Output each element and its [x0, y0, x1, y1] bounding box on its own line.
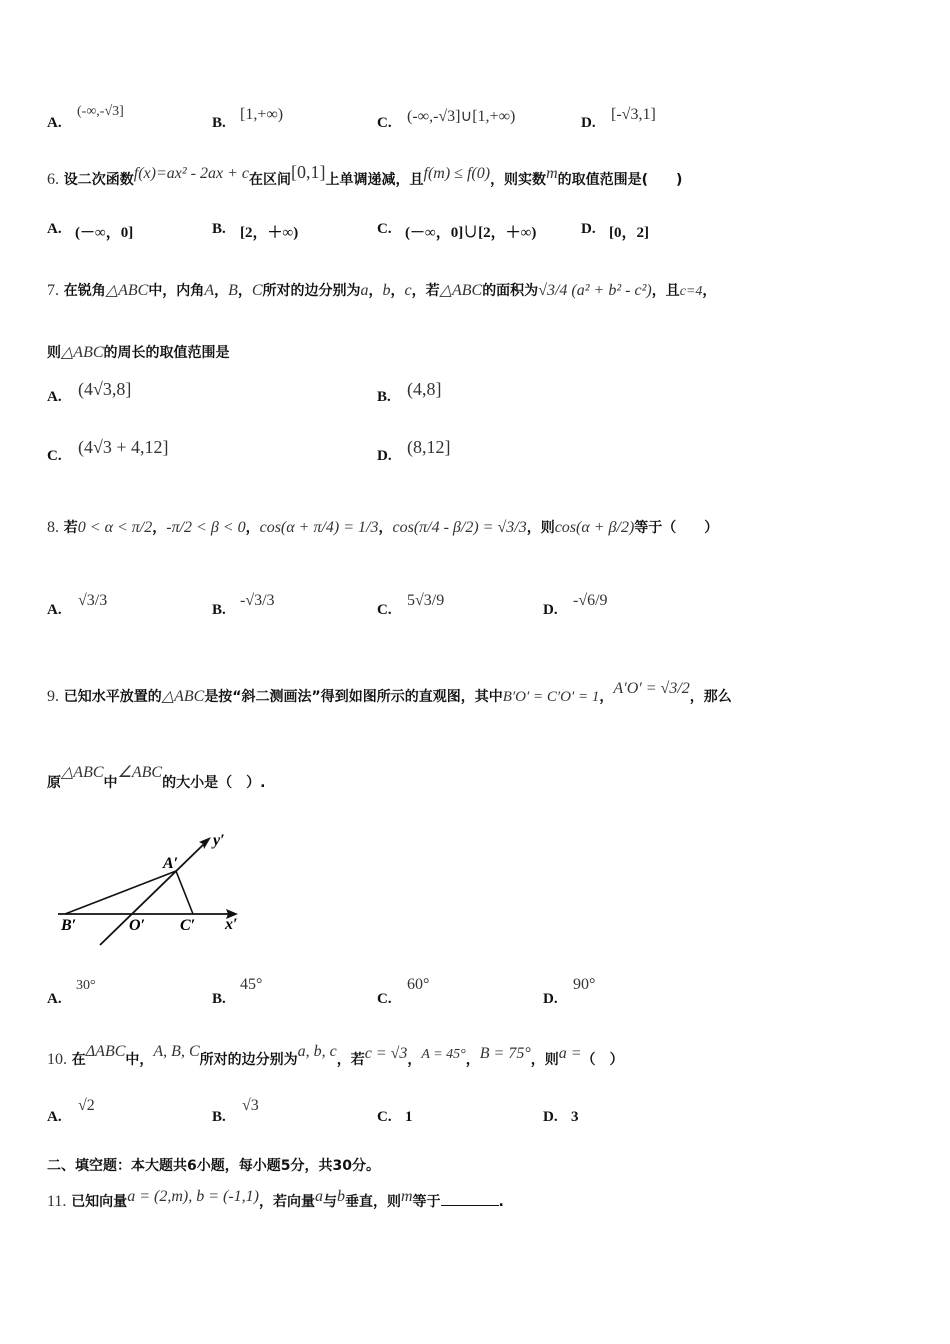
question-7-line2: 则△ABC的周长的取值范围是: [47, 344, 230, 361]
option-label: A.: [47, 389, 62, 405]
option-label: D.: [543, 1109, 558, 1125]
option-text: (4√3 + 4,12]: [78, 437, 169, 457]
option-label: A.: [47, 602, 62, 618]
question-6-stem: 6. 设二次函数f(x)=ax² - 2ax + c在区间[0,1]上单调递减，且f(m) ≤ f(0)，则实数m的取值范围是( ): [47, 162, 683, 188]
segment-a-c: [176, 871, 193, 914]
option-label: C.: [377, 1109, 392, 1125]
answer-blank[interactable]: [441, 1191, 499, 1206]
option-text: -√6/9: [573, 592, 608, 609]
option-text: (4,8]: [407, 379, 442, 399]
option-label: B.: [212, 1109, 226, 1125]
question-number: 6.: [47, 171, 59, 188]
question-number: 10.: [47, 1051, 67, 1068]
option-text: 45°: [240, 976, 263, 993]
option-text: 3: [571, 1109, 579, 1125]
label-o: O′: [129, 917, 146, 934]
segment-b-a: [65, 871, 176, 914]
option-label: B.: [212, 115, 226, 131]
option-label: B.: [377, 389, 391, 405]
question-9-stem: 9. 已知水平放置的△ABC是按“斜二测画法”得到如图所示的直观图，其中B′O′ = C′O′ = 1，A′O′ = √3/2，那么: [47, 680, 732, 705]
option-text: 60°: [407, 976, 430, 993]
option-text: 30°: [76, 978, 96, 993]
option-label: D.: [543, 991, 558, 1007]
option-text: (-∞,-√3]∪[1,+∞): [407, 108, 516, 125]
option-text: (4√3,8]: [78, 379, 132, 399]
question-10-stem: 10. 在ΔABC中，A, B, C所对的边分别为a, b, c，若c = √3，A = 45°，B = 75°，则a =（ ）: [47, 1043, 624, 1068]
option-text: [0，2]: [609, 225, 649, 241]
option-text: 1: [405, 1109, 413, 1125]
option-text: [-√3,1]: [611, 106, 656, 123]
label-c: C′: [180, 917, 196, 934]
option-label: B.: [212, 221, 226, 237]
option-label: A.: [47, 221, 62, 237]
label-y: y′: [213, 832, 225, 849]
option-text: (-∞,-√3]: [77, 104, 124, 119]
question-number: 9.: [47, 688, 59, 705]
option-label: C.: [377, 115, 392, 131]
question-number: 11.: [47, 1193, 67, 1210]
label-a: A′: [163, 855, 179, 872]
option-label: D.: [377, 448, 392, 464]
option-label: D.: [543, 602, 558, 618]
question-11-stem: 11. 已知向量a = (2,m), b = (-1,1)，若向量a与b垂直，则m等于 .: [47, 1188, 504, 1210]
option-text: √2: [78, 1097, 95, 1114]
option-label: B.: [212, 602, 226, 618]
question-7-stem: 7. 在锐角△ABC中，内角A，B，C所对的边分别为a，b，c，若△ABC的面积为√3/4 (a² + b² - c²)，且c=4，: [47, 282, 717, 299]
option-label: B.: [212, 991, 226, 1007]
label-b: B′: [61, 917, 77, 934]
option-text: (8,12]: [407, 437, 451, 457]
option-text: [1,+∞): [240, 106, 284, 123]
section-heading: 二、填空题：本大题共6小题，每小题5分，共30分。: [47, 1158, 380, 1174]
option-text: √3: [242, 1097, 259, 1114]
option-text: (－∞，0]∪[2，＋∞): [405, 225, 537, 241]
option-label: C.: [377, 221, 392, 237]
option-label: C.: [377, 991, 392, 1007]
option-label: A.: [47, 1109, 62, 1125]
option-text: [2，＋∞): [240, 225, 299, 241]
option-label: C.: [377, 602, 392, 618]
option-label: D.: [581, 221, 596, 237]
question-9-line2: 原△ABC中∠ABC的大小是（ ）.: [47, 764, 266, 791]
option-label: D.: [581, 115, 596, 131]
option-text: (－∞，0]: [75, 225, 134, 241]
label-x: x′: [225, 916, 238, 933]
question-number: 7.: [47, 282, 59, 299]
option-text: √3/3: [78, 592, 108, 609]
option-text: 90°: [573, 976, 596, 993]
oblique-projection-figure: [50, 825, 250, 950]
question-8-stem: 8. 若0 < α < π/2，-π/2 < β < 0，cos(α + π/4) = 1/3，cos(π/4 - β/2) = √3/3，则cos(α + β/2)等于（ ）: [47, 519, 719, 536]
option-label: A.: [47, 991, 62, 1007]
option-label: A.: [47, 115, 62, 131]
question-number: 8.: [47, 519, 59, 536]
option-text: 5√3/9: [407, 592, 445, 609]
option-label: C.: [47, 448, 62, 464]
option-text: -√3/3: [240, 592, 275, 609]
